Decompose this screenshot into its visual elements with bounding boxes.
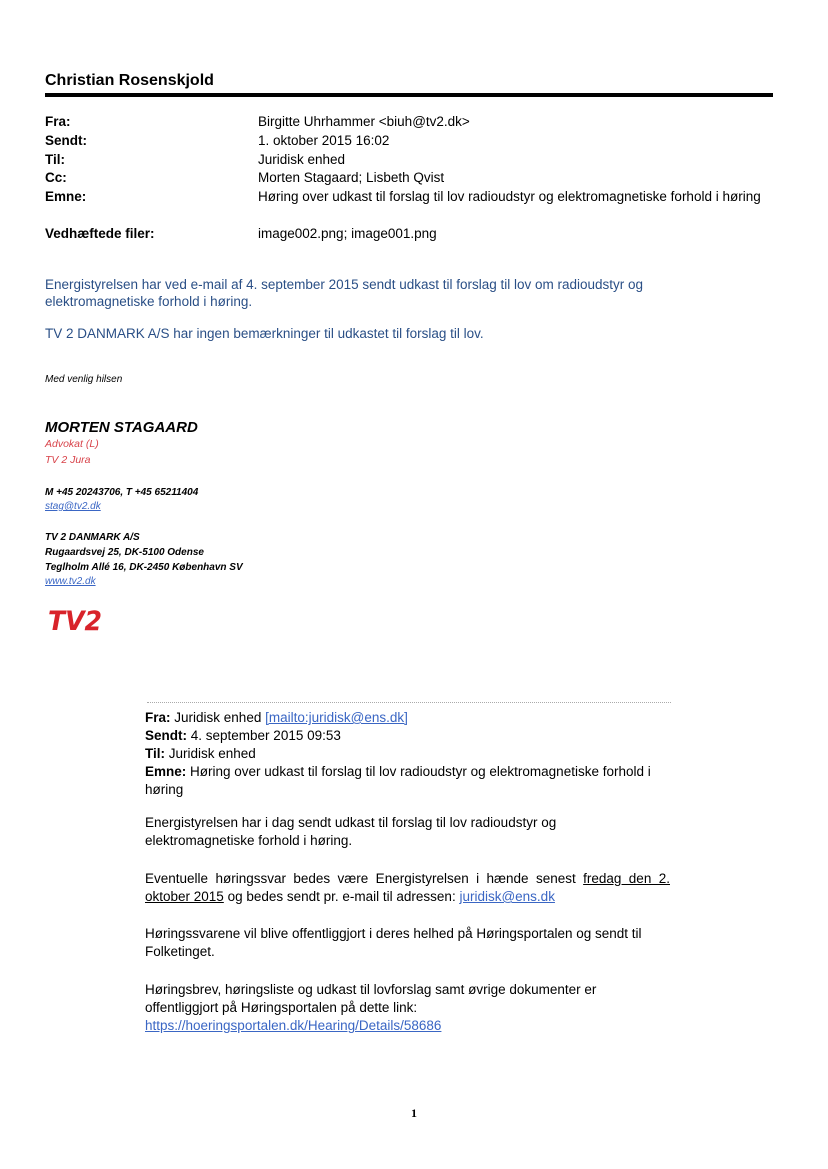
subject-value: Høring over udkast til forslag til lov radioudstyr og elektromagnetiske forhold i høring: [258, 189, 761, 204]
signature-phones: M +45 20243706, T +45 65211404: [45, 487, 199, 498]
forward-from-mailto-link[interactable]: [mailto:juridisk@ens.dk]: [265, 710, 408, 725]
forward-paragraph-1: Energistyrelsen har i dag sendt udkast til forslag til lov radioudstyr og elektromagnetiske forhold i høring.: [145, 815, 557, 848]
forward-subject-line: [145, 763, 675, 799]
forward-to-value: Juridisk enhed: [168, 746, 256, 761]
cc-label: Cc:: [45, 170, 67, 185]
body-paragraph-1: Energistyrelsen har ved e-mail af 4. september 2015 sendt udkast til forslag til lov om radioudstyr og elektromagnetiske forhold i høring.: [45, 277, 644, 309]
forward-from-line: [145, 709, 675, 727]
from-label: Fra:: [45, 114, 71, 129]
forward-paragraph-4: Høringsbrev, høringsliste og udkast til lovforslag samt øvrige dokumenter er offentliggjort på Høringsportalen på dette link:: [145, 982, 597, 1015]
forward-to-label: Til:: [145, 746, 165, 761]
forward-paragraph-2-mid: og bedes sendt pr. e-mail til adressen:: [223, 889, 460, 904]
to-value: Juridisk enhed: [258, 152, 346, 167]
forward-to-line: [145, 745, 675, 763]
sent-value: 1. oktober 2015 16:02: [258, 133, 390, 148]
forward-sent-value: 4. september 2015 09:53: [190, 728, 341, 743]
signature-email-link[interactable]: stag@tv2.dk: [45, 501, 101, 512]
subject-label: Emne:: [45, 189, 87, 204]
forward-email-link[interactable]: juridisk@ens.dk: [459, 889, 555, 904]
forward-paragraph-3: Høringssvarene vil blive offentliggjort i deres helhed på Høringsportalen og sendt til Folketinget.: [145, 926, 642, 959]
forward-paragraph-2: [145, 870, 670, 906]
tv2-logo: [47, 605, 103, 633]
signature-dept: TV 2 Jura: [45, 454, 91, 466]
deadline-date: fredag den 2. oktober 2015: [145, 871, 670, 904]
signature-web-link[interactable]: www.tv2.dk: [45, 576, 96, 587]
forward-from-label: Fra:: [145, 710, 171, 725]
forward-subject-label: Emne:: [145, 764, 187, 779]
signature-title: Advokat (L): [45, 438, 99, 450]
forward-sent-label: Sendt:: [145, 728, 187, 743]
forward-subject-value: Høring over udkast til forslag til lov radioudstyr og elektromagnetiske forhold i høring: [145, 764, 651, 797]
forward-from-value: Juridisk enhed: [174, 710, 262, 725]
signature-company: TV 2 DANMARK A/S: [45, 532, 140, 543]
body-paragraph-2: TV 2 DANMARK A/S har ingen bemærkninger til udkastet til forslag til lov.: [45, 326, 484, 341]
sender-name-heading: Christian Rosenskjold: [45, 72, 214, 89]
forward-paragraph-2-intro: Eventuelle høringssvar bedes være Energistyrelsen i hænde senest: [145, 871, 584, 886]
hoeringsportalen-link[interactable]: https://hoeringsportalen.dk/Hearing/Details/58686: [145, 1018, 442, 1033]
signature-address-2: Teglholm Allé 16, DK-2450 København SV: [45, 562, 243, 573]
forward-separator: [147, 702, 671, 704]
sent-label: Sendt:: [45, 133, 87, 148]
to-label: Til:: [45, 152, 65, 167]
page-number: 1: [411, 1106, 417, 1120]
tv2-logo-text: TV2: [48, 606, 102, 633]
attachments-label: Vedhæftede filer:: [45, 226, 155, 241]
signature-address-1: Rugaardsvej 25, DK-5100 Odense: [45, 547, 204, 558]
attachments-value: image002.png; image001.png: [258, 226, 437, 241]
cc-value: Morten Stagaard; Lisbeth Qvist: [258, 170, 445, 185]
header-divider: [45, 93, 773, 97]
from-value: Birgitte Uhrhammer <biuh@tv2.dk>: [258, 114, 470, 129]
signature-name: MORTEN STAGAARD: [45, 419, 198, 436]
greeting: Med venlig hilsen: [45, 374, 123, 385]
forward-sent-line: [145, 727, 675, 745]
